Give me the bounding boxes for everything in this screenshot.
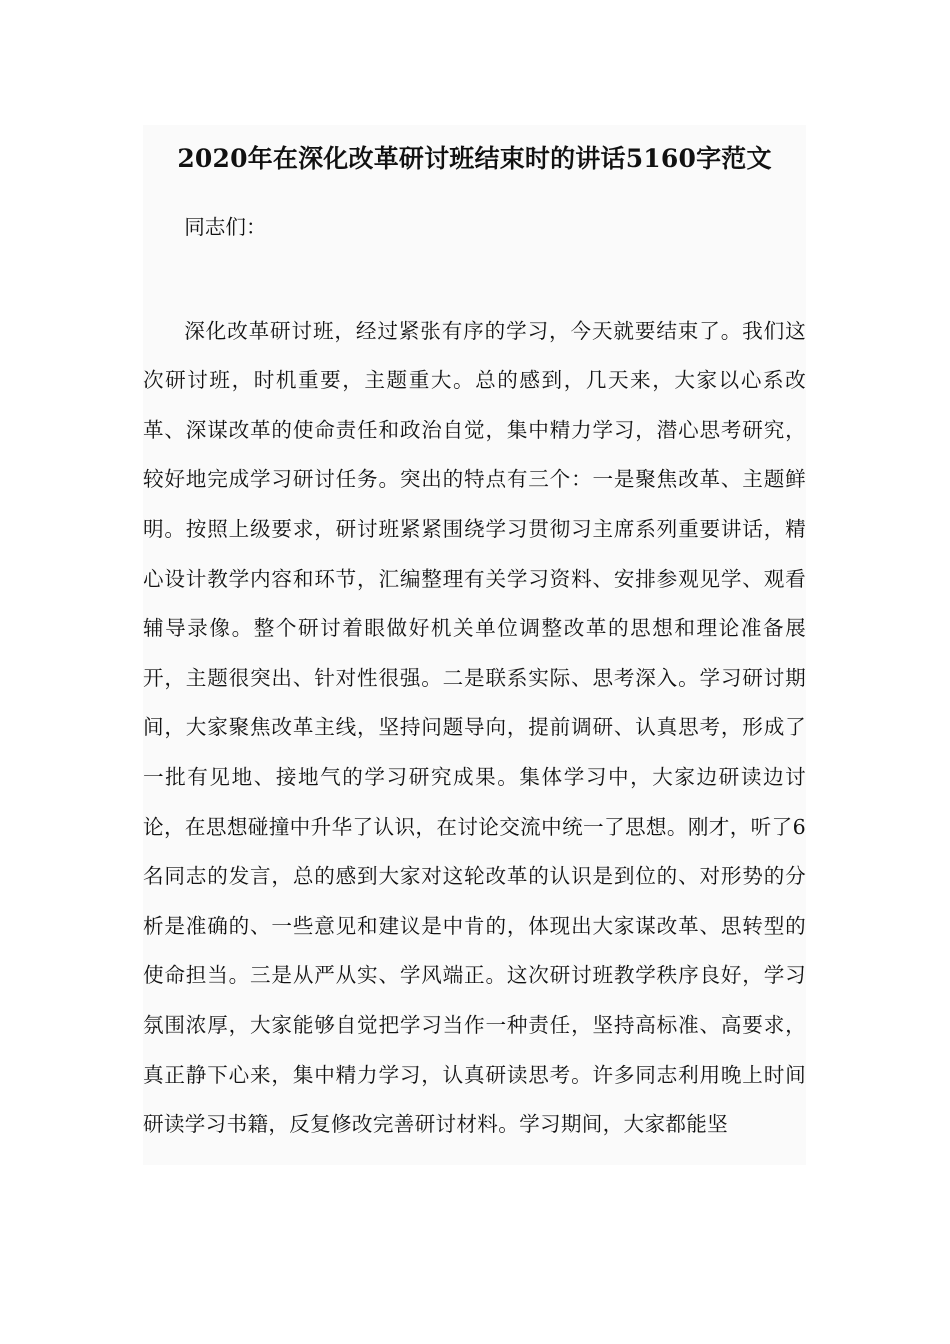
document-content [143,125,806,1165]
body-paragraph: 深化改革研讨班，经过紧张有序的学习，今天就要结束了。我们这次研讨班，时机重要，主题重大。总的感到，几天来，大家以心系改革、深谋改革的使命责任和政治自觉，集中精力学习，潜心思考研究，较好地完成学习研讨任务。突出的特点有三个：一是聚焦改革、主题鲜明。按照上级要求，研讨班紧紧围绕学习贯彻习主席系列重要讲话，精心设计教学内容和环节，汇编整理有关学习资料、安排参观见学、观看辅导录像。整个研讨着眼做好机关单位调整改革的思想和理论准备展开，主题很突出、针对性很强。二是联系实际、思考深入。学习研讨期间，大家聚焦改革主线，坚持问题导向，提前调研、认真思考，形成了一批有见地、接地气的学习研究成果。集体学习中，大家边研读边讨论，在思想碰撞中升华了认识，在讨论交流中统一了思想。刚才，听了6名同志的发言，总的感到大家对这轮改革的认识是到位的、对形势的分析是准确的、一些意见和建议是中肯的，体现出大家谋改革、思转型的使命担当。三是从严从实、学风端正。这次研讨班教学秩序良好，学习氛围浓厚，大家能够自觉把学习当作一种责任，坚持高标准、高要求，真正静下心来，集中精力学习，认真研读思考。许多同志利用晚上时间研读学习书籍，反复修改完善研讨材料。学习期间，大家都能坚 [143,318,806,1137]
document-title: 2020年在深化改革研讨班结束时的讲话5160字范文 [177,144,772,173]
greeting-paragraph: 同志们： [184,215,267,239]
